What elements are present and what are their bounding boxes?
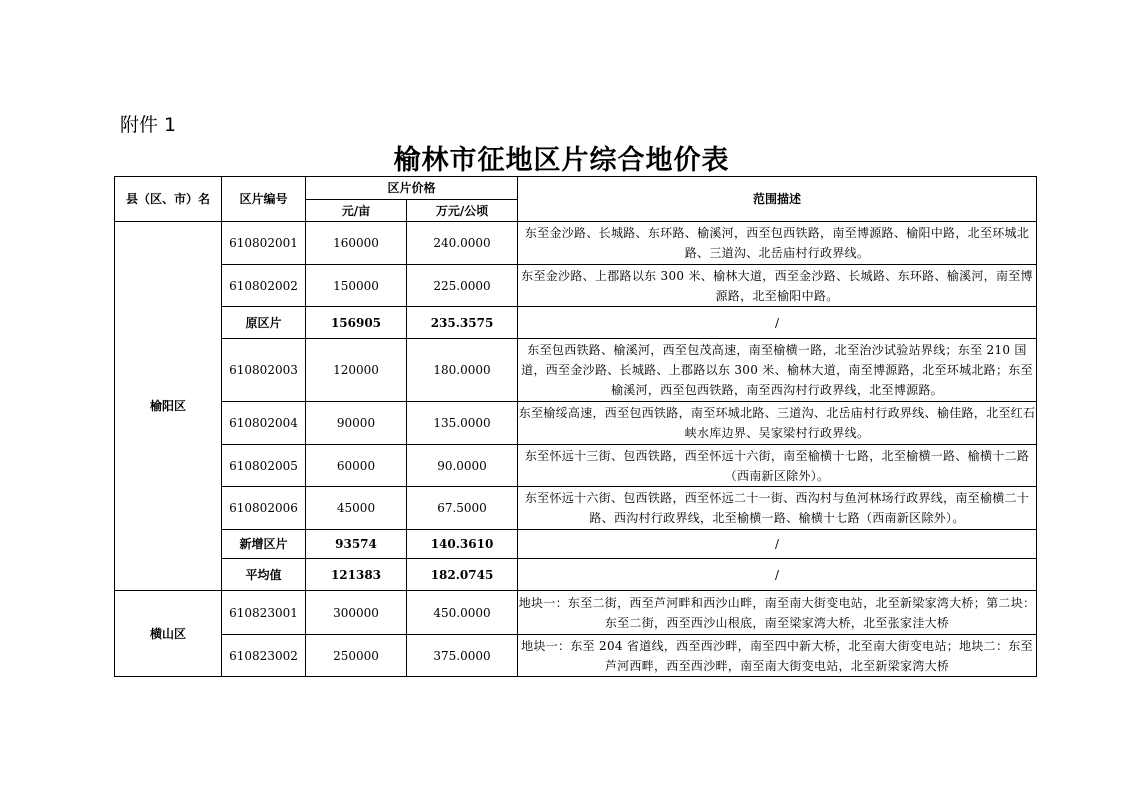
price-per-mu: 90000 xyxy=(306,402,407,445)
zone-code: 610802003 xyxy=(222,339,306,402)
table-row xyxy=(115,635,1037,677)
price-per-hectare: 90.0000 xyxy=(407,445,518,487)
price-per-hectare: 140.3610 xyxy=(407,530,518,559)
table-row xyxy=(115,222,1037,265)
summary-row xyxy=(115,307,1037,339)
page-title: 榆林市征地区片综合地价表 xyxy=(393,145,730,176)
table-row xyxy=(115,445,1037,487)
summary-row xyxy=(115,559,1037,591)
price-per-mu: 93574 xyxy=(306,530,407,559)
zone-code: 610802004 xyxy=(222,402,306,445)
price-per-hectare: 180.0000 xyxy=(407,339,518,402)
price-per-hectare: 450.0000 xyxy=(407,591,518,635)
zone-code: 610802002 xyxy=(222,265,306,307)
range-description: 地块一：东至二街，西至芦河畔和西沙山畔，南至南大街变电站，北至新梁家湾大桥；第二块：东至二街，西至西沙山根底，南至梁家湾大桥，北至张家洼大桥 xyxy=(518,591,1037,635)
header-unit-ha: 万元/公顷 xyxy=(407,200,518,222)
zone-code: 610823002 xyxy=(222,635,306,677)
summary-label: 平均值 xyxy=(222,559,306,591)
range-description: / xyxy=(518,559,1037,591)
table-row xyxy=(115,402,1037,445)
price-per-hectare: 135.0000 xyxy=(407,402,518,445)
price-per-mu: 150000 xyxy=(306,265,407,307)
header-unit-mu: 元/亩 xyxy=(306,200,407,222)
range-description: 东至怀远十三街、包西铁路，西至怀远十六街，南至榆横十七路，北至榆横一路、榆横十二路（西南新区除外）。 xyxy=(518,445,1037,487)
price-per-mu: 156905 xyxy=(306,307,407,339)
table-row xyxy=(115,487,1037,530)
price-per-mu: 45000 xyxy=(306,487,407,530)
price-per-hectare: 235.3575 xyxy=(407,307,518,339)
header-code: 区片编号 xyxy=(222,177,306,222)
range-description: 地块一：东至 204 省道线，西至西沙畔，南至四中新大桥，北至南大街变电站；地块二：东至芦河西畔，西至西沙畔，南至南大街变电站，北至新梁家湾大桥 xyxy=(518,635,1037,677)
price-per-mu: 300000 xyxy=(306,591,407,635)
range-description: 东至金沙路、上郡路以东 300 米、榆林大道，西至金沙路、长城路、东环路、榆溪河，南至博源路，北至榆阳中路。 xyxy=(518,265,1037,307)
zone-code: 610823001 xyxy=(222,591,306,635)
range-description: 东至包西铁路、榆溪河，西至包茂高速，南至榆横一路，北至治沙试验站界线；东至 210 国道，西至金沙路、长城路、上郡路以东 300 米、榆林大道，南至博源路，北至环城北路；东至榆溪河，西至包西铁路，南至西沟村行政界线，北至博源路。 xyxy=(518,339,1037,402)
price-per-mu: 60000 xyxy=(306,445,407,487)
summary-row xyxy=(115,530,1037,559)
zone-code: 610802006 xyxy=(222,487,306,530)
price-per-mu: 160000 xyxy=(306,222,407,265)
price-per-hectare: 375.0000 xyxy=(407,635,518,677)
land-price-table xyxy=(114,176,1037,677)
range-description: 东至怀远十六街、包西铁路，西至怀远二十一街、西沟村与鱼河林场行政界线，南至榆横二十路、西沟村行政界线，北至榆横一路、榆横十七路（西南新区除外）。 xyxy=(518,487,1037,530)
range-description: / xyxy=(518,307,1037,339)
range-description: 东至金沙路、长城路、东环路、榆溪河，西至包西铁路，南至博源路、榆阳中路，北至环城北路、三道沟、北岳庙村行政界线。 xyxy=(518,222,1037,265)
annex-label: 附件 1 xyxy=(120,114,177,136)
table-row xyxy=(115,591,1037,635)
table-row xyxy=(115,265,1037,307)
price-per-hectare: 240.0000 xyxy=(407,222,518,265)
header-county: 县（区、市）名 xyxy=(115,177,222,222)
header-price-group: 区片价格 xyxy=(306,177,518,200)
header-desc: 范围描述 xyxy=(518,177,1037,222)
county-name: 榆阳区 xyxy=(115,222,222,591)
summary-label: 原区片 xyxy=(222,307,306,339)
price-per-mu: 250000 xyxy=(306,635,407,677)
table-row xyxy=(115,339,1037,402)
price-per-hectare: 67.5000 xyxy=(407,487,518,530)
range-description: 东至榆绥高速，西至包西铁路，南至环城北路、三道沟、北岳庙村行政界线、榆佳路，北至红石峡水库边界、吴家梁村行政界线。 xyxy=(518,402,1037,445)
price-per-mu: 121383 xyxy=(306,559,407,591)
price-per-mu: 120000 xyxy=(306,339,407,402)
zone-code: 610802001 xyxy=(222,222,306,265)
range-description: / xyxy=(518,530,1037,559)
summary-label: 新增区片 xyxy=(222,530,306,559)
zone-code: 610802005 xyxy=(222,445,306,487)
price-per-hectare: 182.0745 xyxy=(407,559,518,591)
price-per-hectare: 225.0000 xyxy=(407,265,518,307)
county-name: 横山区 xyxy=(115,591,222,677)
